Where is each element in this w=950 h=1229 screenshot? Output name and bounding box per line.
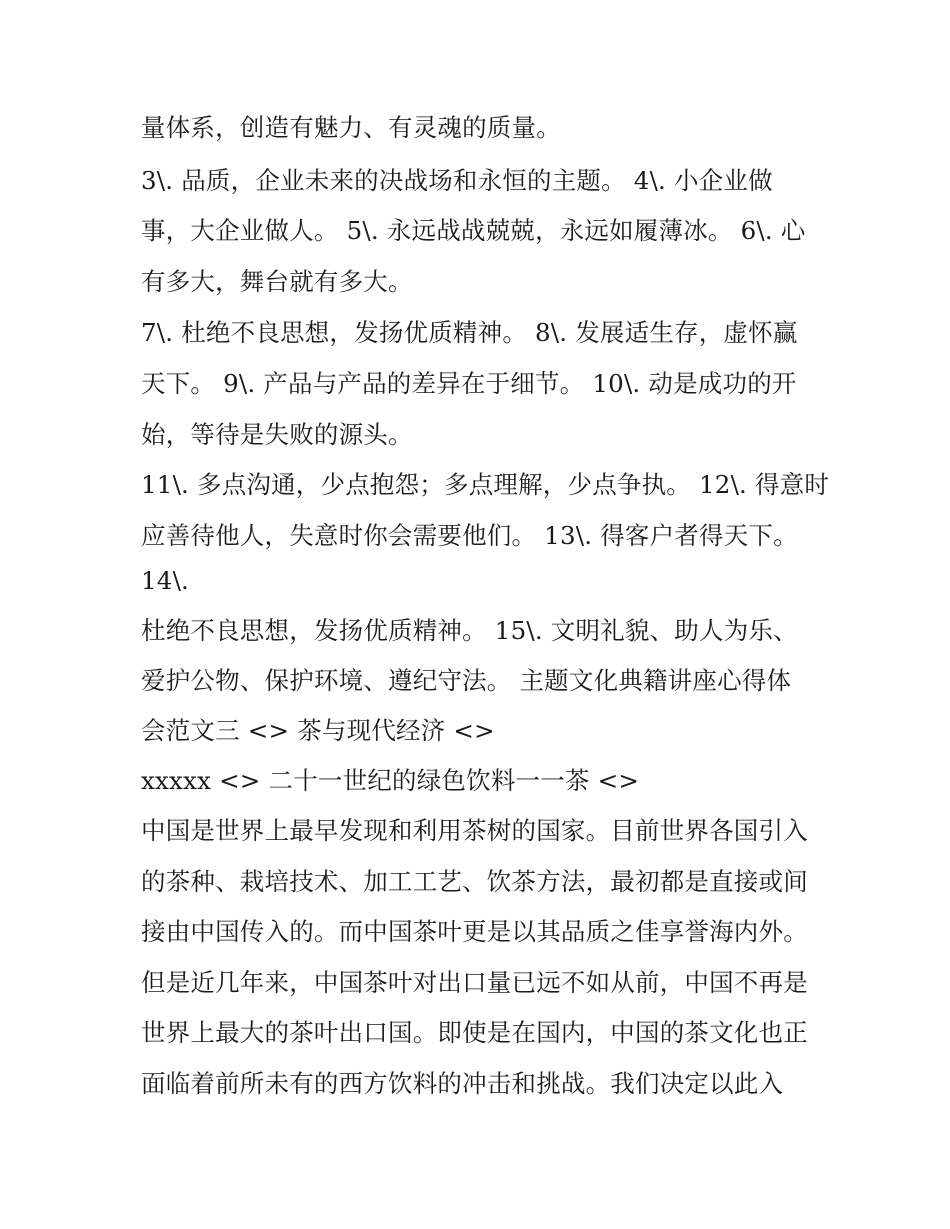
text-line: 3\. 品质，企业未来的决战场和永恒的主题。 4\. 小企业做: [141, 166, 773, 195]
text-line: 中国是世界上最早发现和利用茶树的国家。目前世界各国引入: [141, 816, 808, 845]
text-line: 事，大企业做人。 5\. 永远战战兢兢，永远如履薄冰。 6\. 心: [141, 216, 806, 245]
text-line: 面临着前所未有的西方饮料的冲击和挑战。我们决定以此入: [141, 1069, 784, 1098]
text-line: 的茶种、栽培技术、加工工艺、饮茶方法，最初都是直接或间: [141, 867, 808, 896]
text-line: 14\.: [141, 566, 190, 595]
text-line: 有多大，舞台就有多大。: [141, 267, 413, 296]
text-line: xxxxx <> 二十一世纪的绿色饮料一一茶 <>: [141, 766, 640, 795]
text-line: 11\. 多点沟通，少点抱怨；多点理解，少点争执。 12\. 得意时: [141, 470, 830, 499]
text-line: 世界上最大的茶叶出口国。即使是在国内，中国的茶文化也正: [141, 1018, 808, 1047]
text-line: 但是近几年来，中国茶叶对出口量已远不如从前，中国不再是: [141, 968, 808, 997]
text-line: 会范文三 <> 茶与现代经济 <>: [141, 716, 495, 745]
text-line: 爱护公物、保护环境、遵纪守法。 主题文化典籍讲座心得体: [141, 666, 792, 695]
text-line: 应善待他人，失意时你会需要他们。 13\. 得客户者得天下。: [141, 521, 798, 550]
text-line: 7\. 杜绝不良思想，发扬优质精神。 8\. 发展适生存，虚怀赢: [141, 318, 798, 347]
text-line: 量体系，创造有魅力、有灵魂的质量。: [141, 113, 561, 142]
text-line: 始，等待是失败的源头。: [141, 420, 413, 449]
text-line: 接由中国传入的。而中国茶叶更是以其品质之佳享誉海内外。: [141, 917, 808, 946]
text-line: 杜绝不良思想，发扬优质精神。 15\. 文明礼貌、助人为乐、: [141, 616, 798, 645]
text-line: 天下。 9\. 产品与产品的差异在于细节。 10\. 动是成功的开: [141, 369, 797, 398]
